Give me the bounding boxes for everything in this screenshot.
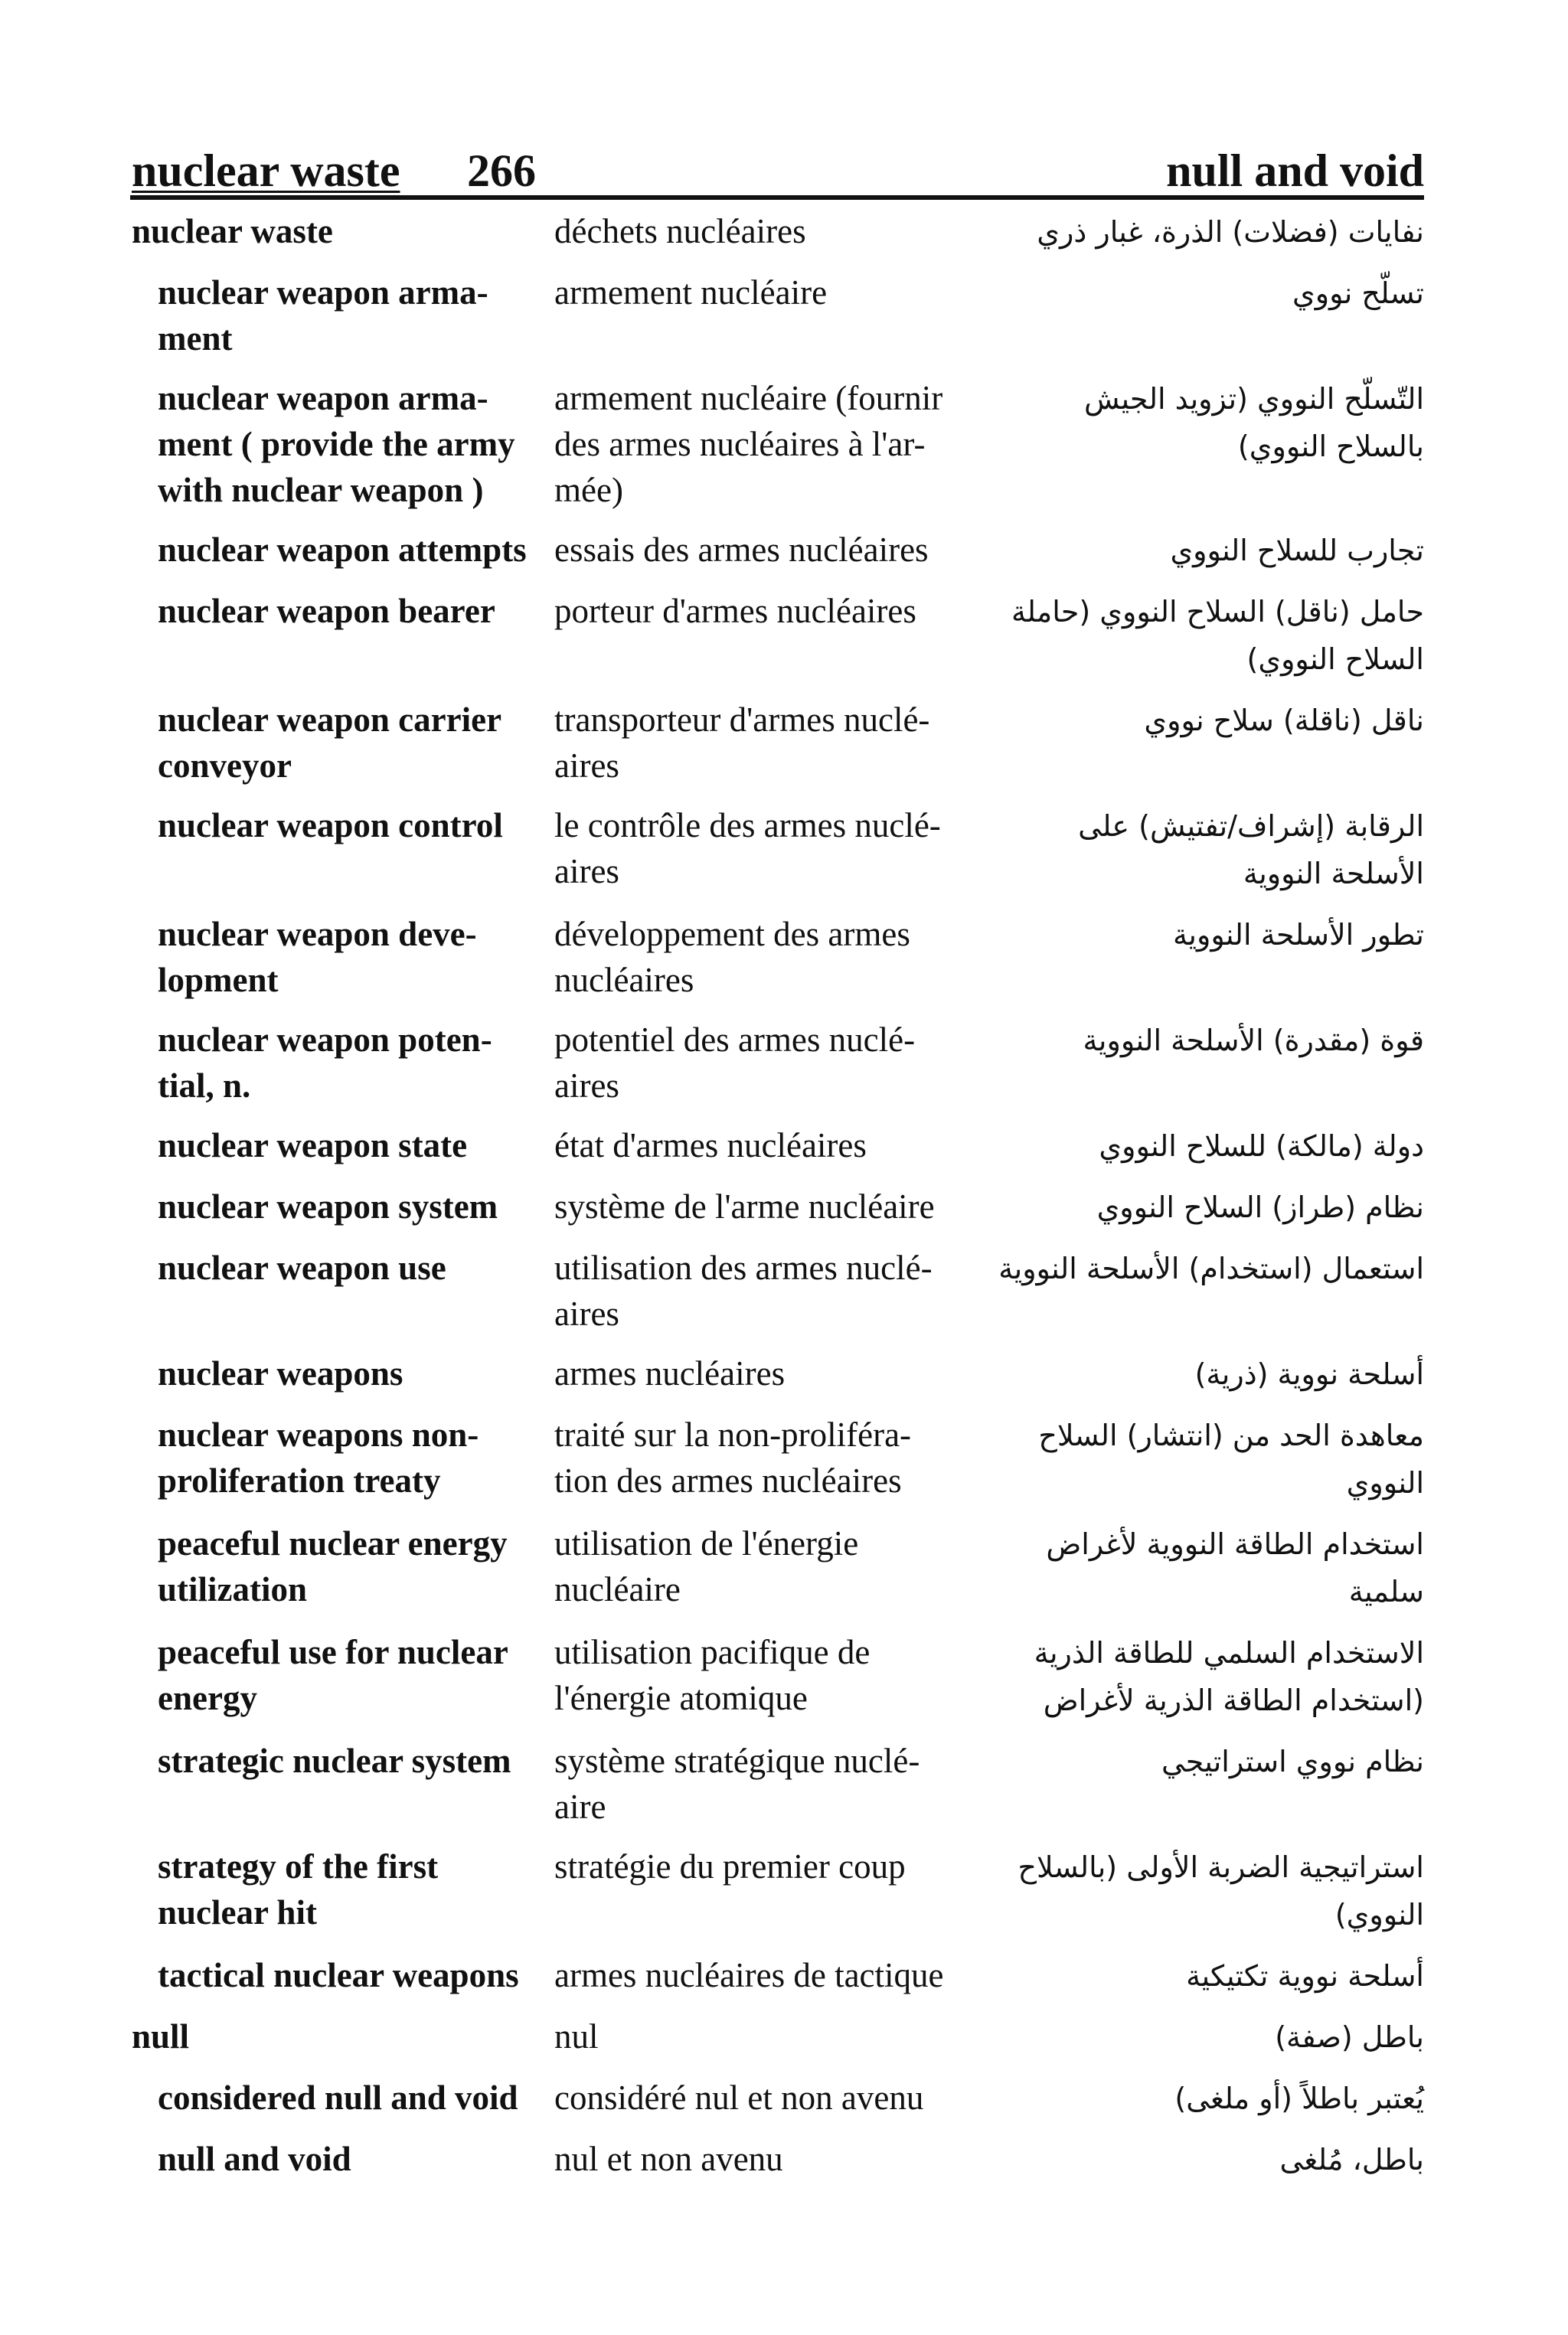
english-term: tactical nuclear weapons: [158, 1956, 519, 1994]
dictionary-entry: [130, 1844, 1424, 1938]
french-translation: système de l'arme nucléaire: [554, 1187, 935, 1226]
english-term: null: [132, 2017, 190, 2056]
arabic-translation: باطل، مُلغى: [1279, 2143, 1424, 2177]
arabic-translation: استخدام الطاقة النووية لأغراض سلمية: [1046, 1527, 1424, 1608]
arabic-translation: يُعتبر باطلاً (أو ملغى): [1174, 2082, 1424, 2115]
arabic-translation: التّسلّح النووي (تزويد الجيش بالسلاح النووي): [1084, 382, 1424, 463]
english-term: nuclear weapons non-proliferation treaty: [158, 1416, 479, 1500]
dictionary-entry: [130, 1350, 1424, 1398]
french-translation: état d'armes nucléaires: [554, 1126, 867, 1164]
english-term: nuclear weapon state: [158, 1126, 468, 1164]
english-term: null and void: [158, 2140, 351, 2178]
dictionary-entry: [130, 1520, 1424, 1615]
arabic-translation: تجارب للسلاح النووي: [1170, 534, 1424, 567]
dictionary-entry: [130, 588, 1424, 683]
dictionary-entry: [130, 375, 1424, 513]
arabic-translation: نظام نووي استراتيجي: [1161, 1745, 1424, 1778]
french-translation: nul: [554, 2017, 599, 2056]
arabic-translation: أسلحة نووية تكتيكية: [1186, 1959, 1424, 1993]
english-term: nuclear weapon poten-tial, n.: [158, 1021, 492, 1105]
dictionary-entry: [130, 2136, 1424, 2183]
french-translation: développement des armes nucléaires: [554, 915, 910, 999]
dictionary-entry: [130, 1738, 1424, 1830]
arabic-translation: الاستخدام السلمي للطاقة الذرية (استخدام الطاقة الذرية لأغراض: [1034, 1636, 1424, 1717]
dictionary-entry: [130, 208, 1424, 256]
english-term: peaceful nuclear energy utilization: [158, 1524, 508, 1608]
dictionary-entry: [130, 697, 1424, 789]
french-translation: porteur d'armes nucléaires: [554, 592, 916, 630]
dictionary-entry: [130, 802, 1424, 897]
english-term: nuclear weapon bearer: [158, 592, 495, 630]
arabic-translation: الرقابة (إشراف/تفتيش) على الأسلحة النووية: [1078, 809, 1424, 890]
french-translation: utilisation des armes nuclé-aires: [554, 1249, 933, 1333]
dictionary-entry: [130, 1952, 1424, 2000]
arabic-translation: ناقل (ناقلة) سلاح نووي: [1144, 704, 1424, 737]
french-translation: armement nucléaire: [554, 273, 828, 312]
dictionary-entry: [130, 2075, 1424, 2122]
french-translation: utilisation pacifique de l'énergie atomique: [554, 1633, 871, 1717]
dictionary-entry: [130, 1017, 1424, 1109]
dictionary-entry: [130, 911, 1424, 1003]
english-term: nuclear weapon attempts: [158, 531, 527, 569]
english-term: peaceful use for nuclear energy: [158, 1633, 508, 1717]
right-guide-word: null and void: [1166, 145, 1424, 196]
english-term: nuclear weapon use: [158, 1249, 446, 1287]
running-header: [130, 134, 1424, 200]
dictionary-entry: [130, 269, 1424, 361]
arabic-translation: استعمال (استخدام) الأسلحة النووية: [998, 1252, 1424, 1285]
french-translation: le contrôle des armes nuclé-aires: [554, 806, 941, 890]
english-term: nuclear waste: [132, 212, 333, 250]
french-translation: essais des armes nucléaires: [554, 531, 929, 569]
dictionary-entry: [130, 1184, 1424, 1231]
dictionary-entries: [130, 208, 1424, 2197]
dictionary-entry: [130, 1122, 1424, 1170]
page-number: 266: [467, 145, 536, 196]
english-term: strategy of the first nuclear hit: [158, 1847, 439, 1932]
french-translation: considéré nul et non avenu: [554, 2079, 924, 2117]
dictionary-entry: [130, 2013, 1424, 2061]
french-translation: armes nucléaires de tactique: [554, 1956, 944, 1994]
french-translation: nul et non avenu: [554, 2140, 783, 2178]
english-term: nuclear weapons: [158, 1354, 403, 1393]
arabic-translation: استراتيجية الضربة الأولى (بالسلاح النووي): [1018, 1850, 1424, 1932]
arabic-translation: تسلّح نووي: [1292, 276, 1424, 310]
english-term: nuclear weapon control: [158, 806, 503, 844]
french-translation: armes nucléaires: [554, 1354, 786, 1393]
french-translation: traité sur la non-proliféra-tion des armes nucléaires: [554, 1416, 912, 1500]
arabic-translation: نفايات (فضلات) الذرة، غبار ذري: [1037, 215, 1424, 249]
arabic-translation: أسلحة نووية (ذرية): [1194, 1357, 1424, 1391]
dictionary-entry: [130, 1629, 1424, 1724]
english-term: considered null and void: [158, 2079, 518, 2117]
french-translation: système stratégique nuclé-aire: [554, 1742, 920, 1826]
arabic-translation: دولة (مالكة) للسلاح النووي: [1099, 1129, 1424, 1163]
arabic-translation: تطور الأسلحة النووية: [1173, 918, 1424, 952]
dictionary-entry: [130, 527, 1424, 574]
arabic-translation: نظام (طراز) السلاح النووي: [1096, 1190, 1424, 1224]
english-term: nuclear weapon deve-lopment: [158, 915, 477, 999]
english-term: strategic nuclear system: [158, 1742, 511, 1780]
english-term: nuclear weapon system: [158, 1187, 498, 1226]
english-term: nuclear weapon arma-ment: [158, 273, 488, 358]
french-translation: transporteur d'armes nuclé-aires: [554, 700, 930, 785]
arabic-translation: قوة (مقدرة) الأسلحة النووية: [1083, 1024, 1424, 1057]
french-translation: armement nucléaire (fournir des armes nucléaires à l'ar-mée): [554, 379, 943, 509]
french-translation: stratégie du premier coup: [554, 1847, 906, 1886]
arabic-translation: حامل (ناقل) السلاح النووي (حاملة السلاح النووي): [1011, 595, 1424, 676]
french-translation: potentiel des armes nuclé-aires: [554, 1021, 916, 1105]
dictionary-entry: [130, 1245, 1424, 1337]
french-translation: utilisation de l'énergie nucléaire: [554, 1524, 859, 1608]
arabic-translation: معاهدة الحد من (انتشار) السلاح النووي: [1038, 1419, 1424, 1500]
french-translation: déchets nucléaires: [554, 212, 806, 250]
dictionary-entry: [130, 1412, 1424, 1507]
arabic-translation: باطل (صفة): [1275, 2020, 1424, 2054]
left-guide-word: nuclear waste: [132, 145, 400, 196]
english-term: nuclear weapon arma-ment ( provide the army with nuclear weapon ): [158, 379, 515, 509]
english-term: nuclear weapon carrier conveyor: [158, 700, 501, 785]
